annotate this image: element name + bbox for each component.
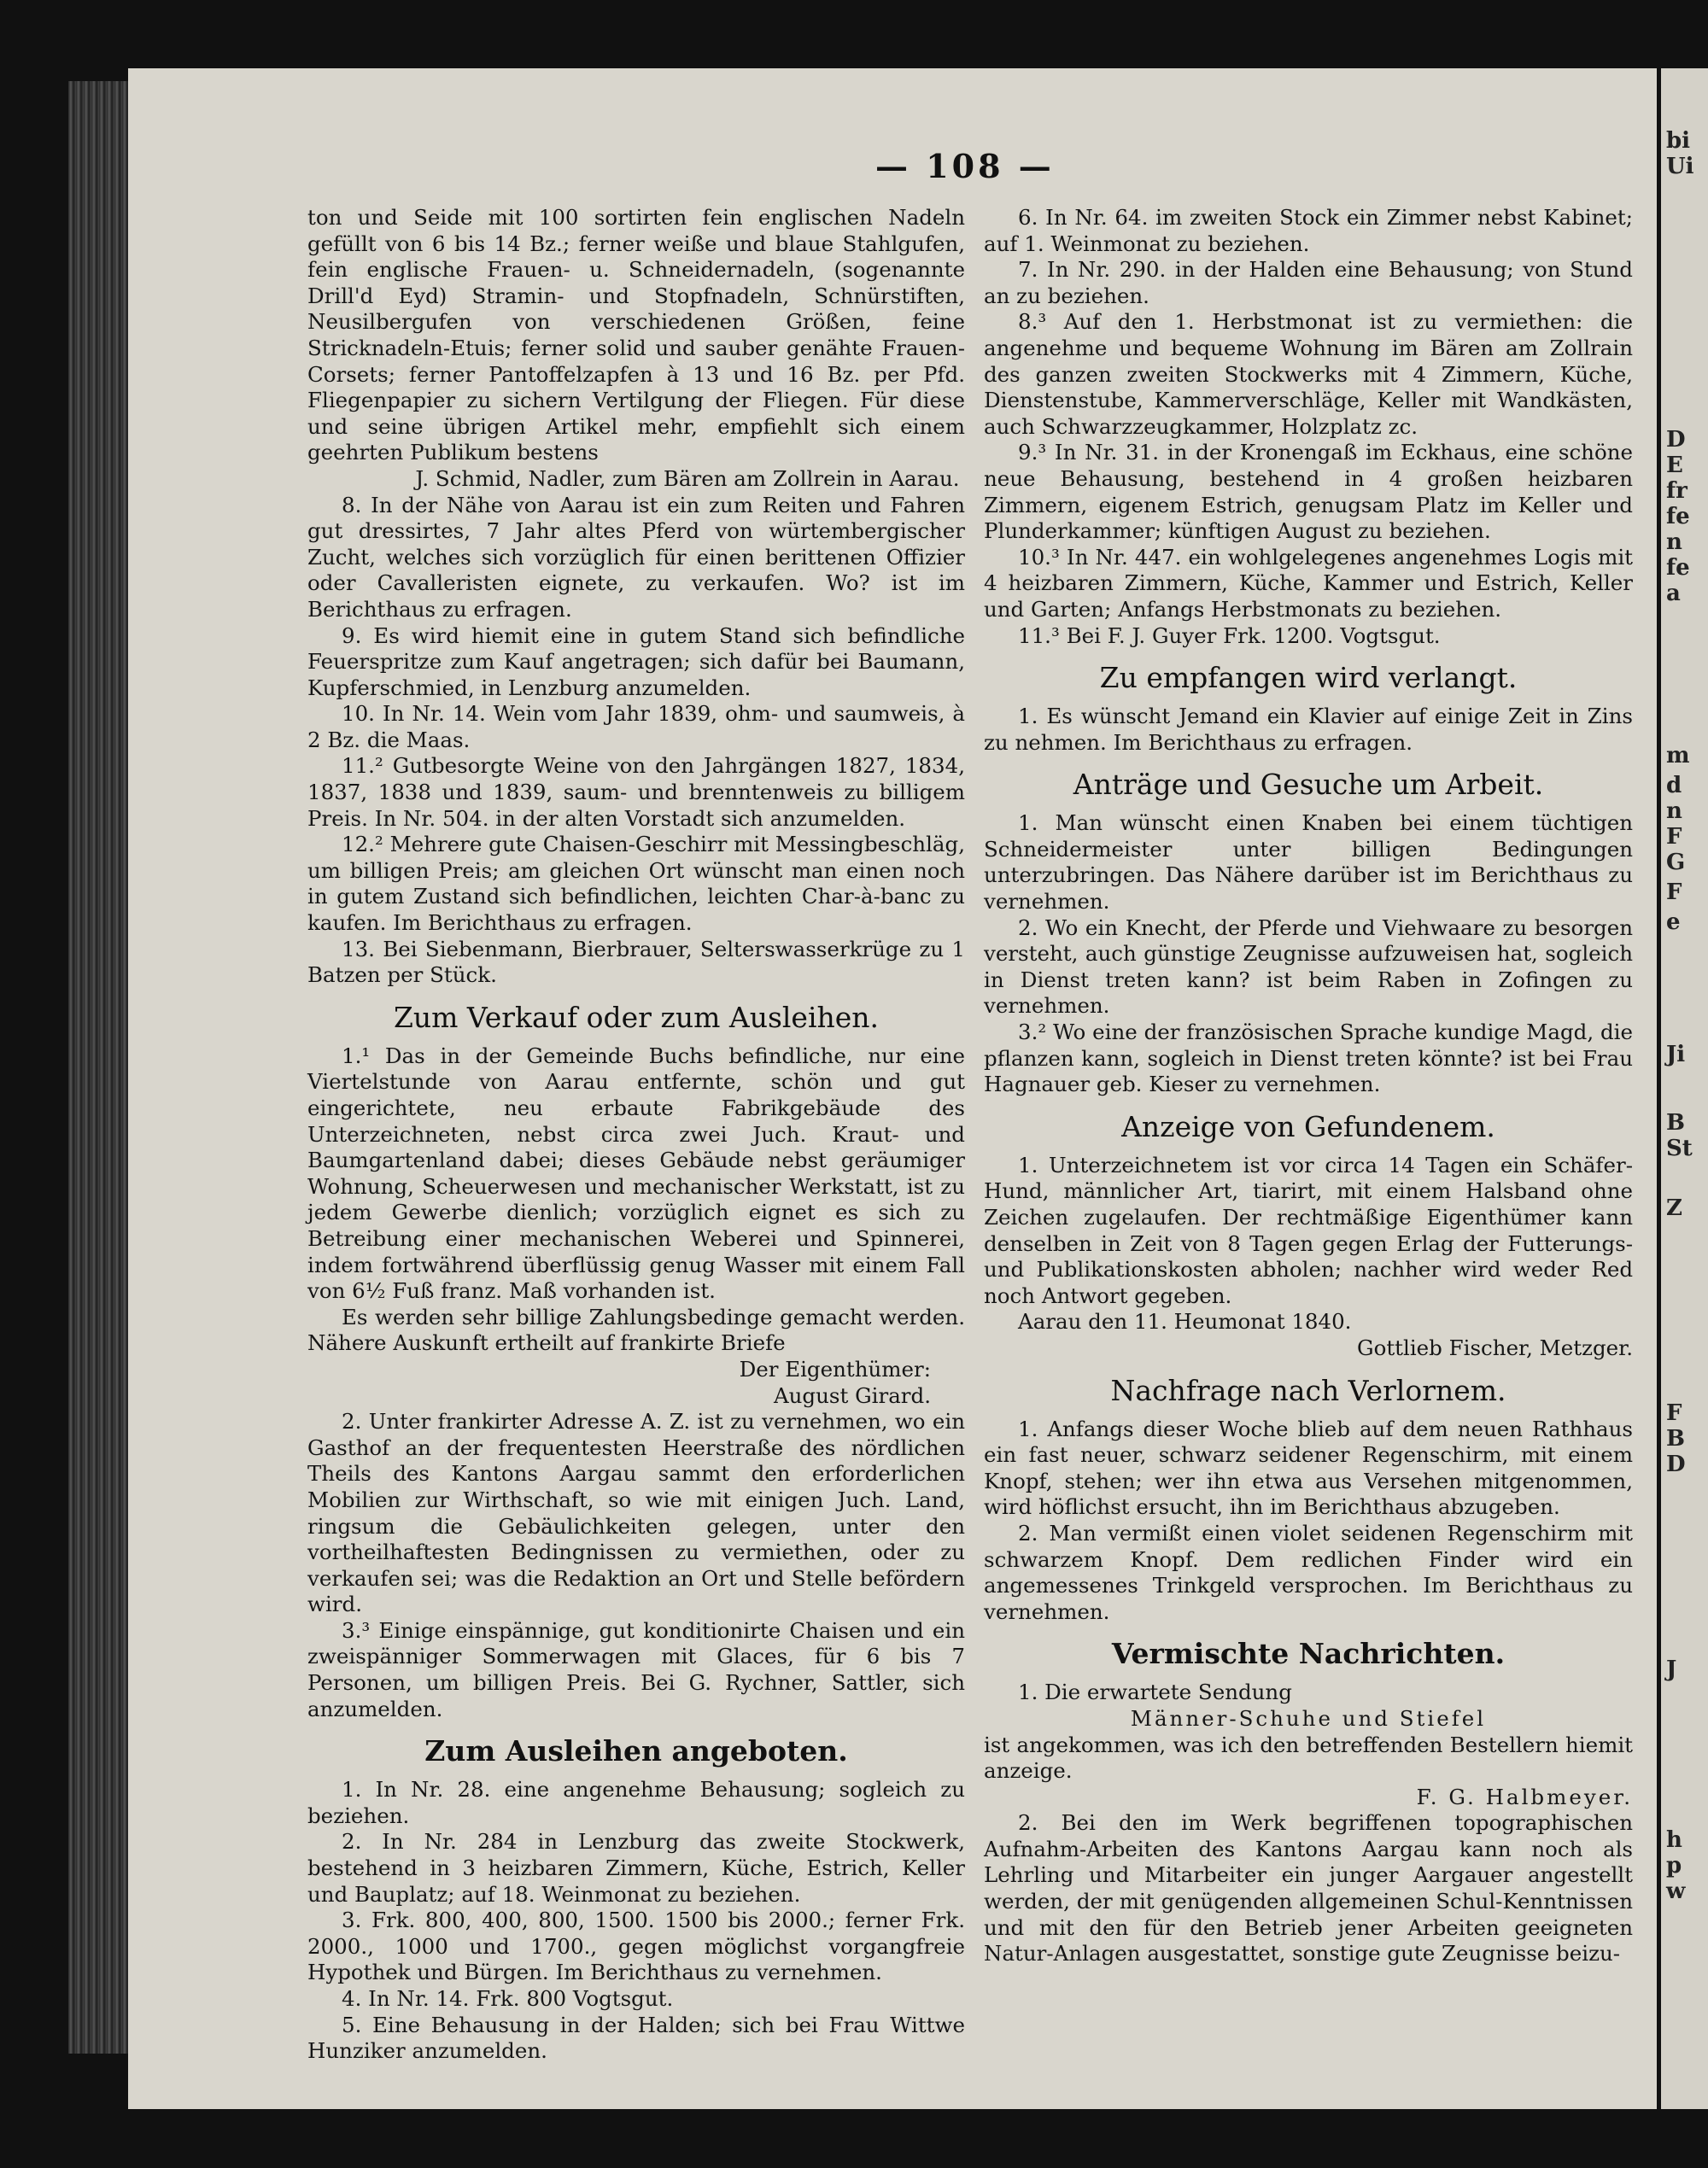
edge-fragment: G (1666, 850, 1686, 875)
edge-fragment: B (1666, 1110, 1685, 1136)
ad-item: 11.² Gutbesorgte Weine von den Jahrgängen 1827, 1834, 1837, 1838 und 1839, saum- und brenntenweis zu billigem Preis. In Nr. 504. in der alten Vorstadt sich anzumelden. (307, 753, 965, 831)
edge-fragment: h (1666, 1827, 1682, 1853)
left-column (307, 205, 965, 2065)
edge-fragment: J (1666, 1657, 1677, 1682)
ad-item: 1. Man wünscht einen Knaben bei einem tüchtigen Schneidermeister unter billigen Bedingungen unterzubringen. Das Nähere darüber ist im Berichthaus zu vernehmen. (984, 810, 1633, 915)
edge-fragment: Ji (1666, 1042, 1686, 1067)
edge-fragment: m (1666, 743, 1690, 768)
ad-item: 8. In der Nähe von Aarau ist ein zum Reiten und Fahren gut dressirtes, 7 Jahr altes Pferd von würtembergischer Zucht, welches sich vorzüglich für einen berittenen Offizier oder Cavalleristen eignete, zu verkaufen. Wo? ist im Berichthaus zu erfragen. (307, 492, 965, 622)
ad-item: 1. Unterzeichnetem ist vor circa 14 Tagen ein Schäfer-Hund, männlicher Art, tiarirt, mit einem Halsband ohne Zeichen zugelaufen. Der rechtmäßige Eigenthümer kann denselben in Zeit von 8 Tagen gegen Erlag der Futterungs- und Publikationskosten abholen; nachher wird weder Red noch Antwort gegeben. (984, 1152, 1633, 1308)
edge-fragment: Ui (1666, 154, 1694, 179)
ad-signature: J. Schmid, Nadler, zum Bären am Zollrein in Aarau. (415, 465, 960, 491)
ad-signature: F. G. Halbmeyer. (1416, 1784, 1633, 1809)
edge-fragment: B (1666, 1426, 1685, 1452)
ad-item: 13. Bei Siebenmann, Bierbrauer, Selterswasserkrüge zu 1 Batzen per Stück. (307, 936, 965, 988)
ad-item: Es werden sehr billige Zahlungsbedinge gemacht werden. Nähere Auskunft ertheilt auf frankirte Briefe (307, 1304, 965, 1356)
section-heading: Nachfrage nach Verlornem. (1110, 1373, 1506, 1407)
edge-fragment: n (1666, 798, 1682, 824)
section-heading: Zum Ausleihen angeboten. (424, 1734, 848, 1768)
edge-fragment: F (1666, 879, 1682, 905)
right-column (984, 205, 1633, 1967)
ad-signature: August Girard. (773, 1382, 931, 1408)
ad-item: 4. In Nr. 14. Frk. 800 Vogtsgut. (342, 1986, 674, 2011)
book-page-edges (68, 81, 137, 2054)
ad-item: 6. In Nr. 64. im zweiten Stock ein Zimmer nebst Kabinet; auf 1. Weinmonat zu beziehen. (984, 205, 1633, 256)
section-heading: Anträge und Gesuche um Arbeit. (1073, 768, 1544, 802)
edge-fragment: n (1666, 529, 1682, 555)
edge-fragment: d (1666, 773, 1682, 798)
ad-item: 3. Frk. 800, 400, 800, 1500. 1500 bis 2000.; ferner Frk. 2000., 1000 und 1700., gegen möglichst vorgangfreie Hypothek und Bürgen. Im Berichthaus zu vernehmen. (307, 1908, 965, 1985)
section-heading: Vermischte Nachrichten. (1111, 1637, 1506, 1671)
ad-item: 1. Es wünscht Jemand ein Klavier auf einige Zeit in Zins zu nehmen. Im Berichthaus zu erfragen. (984, 704, 1633, 755)
ad-item: 2. Man vermißt einen violet seidenen Regenschirm mit schwarzem Knopf. Dem redlichen Finder wird ein angemessenes Trinkgeld versprochen. Im Berichthaus zu vernehmen. (984, 1520, 1633, 1624)
section-heading: Zum Verkauf oder zum Ausleihen. (393, 1000, 880, 1034)
ad-item: 7. In Nr. 290. in der Halden eine Behausung; von Stund an zu beziehen. (984, 257, 1633, 308)
edge-fragment: D (1666, 427, 1686, 453)
edge-fragment: E (1666, 453, 1683, 478)
edge-fragment: e (1666, 909, 1681, 935)
ad-item: 2. Unter frankirter Adresse A. Z. ist zu vernehmen, wo ein Gasthof an der frequentesten Heerstraße des nördlichen Theils des Kantons Aargau sammt den erforderlichen Mobilien zur Wirthschaft, so wie mit einigen Juch. Land, ringsum die Gebäulichkeiten gelegen, unter den vortheilhaftesten Bedingnissen zu vermiethen, oder zu verkaufen sei; was die Redaktion an Ort und Stelle befördern wird. (307, 1409, 965, 1617)
ad-item: 9. Es wird hiemit eine in gutem Stand sich befindliche Feuerspritze zum Kauf angetragen; sich dafür bei Baumann, Kupferschmied, in Lenzburg anzumelden. (307, 622, 965, 700)
edge-fragment: F (1666, 1400, 1682, 1426)
ad-item: 11.³ Bei F. J. Guyer Frk. 1200. Vogtsgut. (1018, 622, 1441, 648)
edge-fragment: a (1666, 581, 1681, 606)
ad-item: 1.¹ Das in der Gemeinde Buchs befindliche, nur eine Viertelstunde von Aarau entfernte, schön und gut eingerichtete, neu erbaute Fabrikgebäude des Unterzeichneten, nebst circa zwei Juch. Kraut- und Baumgartenland dabei; dieses Gebäude nebst geräumiger Wohnung, Scheuerwesen und mechanischer Werkstatt, ist zu jedem Gewerbe dienlich; vorzüglich eignet es sich zu Betreibung einer mechanischen Weberei und Spinnerei, indem fortwährend überflüssig genug Wasser mit einem Fall von 6½ Fuß franz. Maß vorhanden ist. (307, 1043, 965, 1304)
section-heading: Anzeige von Gefundenem. (1121, 1109, 1495, 1143)
edge-fragment: fe (1666, 555, 1690, 581)
ad-item: 1. Anfangs dieser Woche blieb auf dem neuen Rathhaus ein fast neuer, schwarz seidener Regenschirm, mit einem Knopf, stehen; wer ihn etwa aus Versehen mitgenommen, wird höflichst ersucht, ihn im Berichthaus abzugeben. (984, 1416, 1633, 1520)
adjacent-page-edge (1661, 68, 1708, 2109)
ad-date: Aarau den 11. Heumonat 1840. (1018, 1309, 1352, 1335)
edge-fragment: bi (1666, 128, 1691, 154)
ad-item: 9.³ In Nr. 31. in der Kronengaß im Eckhaus, eine schöne neue Behausung, bestehend in 4 großen heizbaren Zimmern, eigenem Estrich, genugsam Platz im Keller und Plunderkammer; künftigen August zu beziehen. (984, 440, 1633, 544)
edge-fragment: w (1666, 1879, 1686, 1904)
ad-item: 2. Wo ein Knecht, der Pferde und Viehwaare zu besorgen versteht, auch günstige Zeugnisse aufzuweisen hat, sogleich in Dienst treten kann? ist beim Raben in Zofingen zu vernehmen. (984, 915, 1633, 1019)
ad-item: 2. Bei den im Werk begriffenen topographischen Aufnahm-Arbeiten des Kantons Aargau kann noch als Lehrling und Mitarbeiter ein junger Aargauer angestellt werden, der mit genügenden allgemeinen Schul-Kenntnissen und mit den für den Betrieb jener Arbeiten geeigneten Natur-Anlagen ausgestattet, sonstige gute Zeugnisse beizu- (984, 1810, 1633, 1966)
ad-item: ist angekommen, was ich den betreffenden Bestellern hiemit anzeige. (984, 1732, 1633, 1784)
ad-item: 8.³ Auf den 1. Herbstmonat ist zu vermiethen: die angenehme und bequeme Wohnung im Bären am Zollrain des ganzen zweiten Stockwerks mit 4 Zimmern, Küche, Dienstenstube, Kammerverschläge, Keller mit Wandkästen, auch Schwarzzeugkammer, Holzplatz zc. (984, 309, 1633, 439)
ad-item: 1. In Nr. 28. eine angenehme Behausung; sogleich zu beziehen. (307, 1777, 965, 1828)
edge-fragment: F (1666, 824, 1682, 850)
ad-highlight: Männer-Schuhe und Stiefel (1130, 1705, 1487, 1731)
page-number: — 108 — (875, 147, 1055, 185)
edge-fragment: Z (1666, 1195, 1682, 1221)
edge-fragment: St (1666, 1136, 1693, 1161)
ad-item: 3.² Wo eine der französischen Sprache kundige Magd, die pflanzen kann, sogleich in Dienst treten könnte? ist bei Frau Hagnauer geb. Kieser zu vernehmen. (984, 1020, 1633, 1097)
edge-fragment: D (1666, 1452, 1686, 1477)
ad-item: 10.³ In Nr. 447. ein wohlgelegenes angenehmes Logis mit 4 heizbaren Zimmern, Küche, Kammer und Estrich, Keller und Garten; Anfangs Herbstmonats zu beziehen. (984, 544, 1633, 622)
ad-signature: Gottlieb Fischer, Metzger. (1357, 1335, 1633, 1360)
ad-item: 5. Eine Behausung in der Halden; sich bei Frau Wittwe Hunziker anzumelden. (307, 2012, 965, 2064)
ad-item: 2. In Nr. 284 in Lenzburg das zweite Stockwerk, bestehend in 3 heizbaren Zimmern, Küche, Estrich, Keller und Bauplatz; auf 18. Weinmonat zu beziehen. (307, 1829, 965, 1907)
edge-fragment: fr (1666, 478, 1688, 504)
ad-item: 3.³ Einige einspännige, gut konditionirte Chaisen und ein zweispänniger Sommerwagen mit Glaces, für 6 bis 7 Personen, um billigen Preis. Bei G. Rychner, Sattler, sich anzumelden. (307, 1617, 965, 1721)
ad-item: 10. In Nr. 14. Wein vom Jahr 1839, ohm- und saumweis, à 2 Bz. die Maas. (307, 701, 965, 752)
edge-fragment: p (1666, 1853, 1682, 1879)
ad-signature: Der Eigenthümer: (739, 1356, 931, 1382)
ad-item: 1. Die erwartete Sendung (1018, 1680, 1292, 1705)
edge-fragment: fe (1666, 504, 1690, 529)
section-heading: Zu empfangen wird verlangt. (1099, 661, 1518, 695)
ad-continuation: ton und Seide mit 100 sortirten fein englischen Nadeln gefüllt von 6 bis 14 Bz.; ferner weiße und blaue Stahlgufen, fein englische Frauen- u. Schneidernadeln, (sogenannte Drill'd Eyd) Stramin- und Stopfnadeln, Schnürstiften, Neusilbergufen von verschiedenen Größen, feine Stricknadeln-Etuis; ferner solid und sauber genähte Frauen-Corsets; ferner Pantoffelzapfen à 13 und 16 Bz. per Pfd. Fliegenpapier zu sichern Vertilgung der Fliegen. Für diese und seine übrigen Artikel mehr, empfiehlt sich einem geehrten Publikum bestens (307, 205, 965, 465)
ad-item: 12.² Mehrere gute Chaisen-Geschirr mit Messingbeschläg, um billigen Preis; am gleichen Ort wünscht man einen noch in gutem Zustand sich befindlichen, leichten Char-à-banc zu kaufen. Im Berichthaus zu erfragen. (307, 832, 965, 936)
